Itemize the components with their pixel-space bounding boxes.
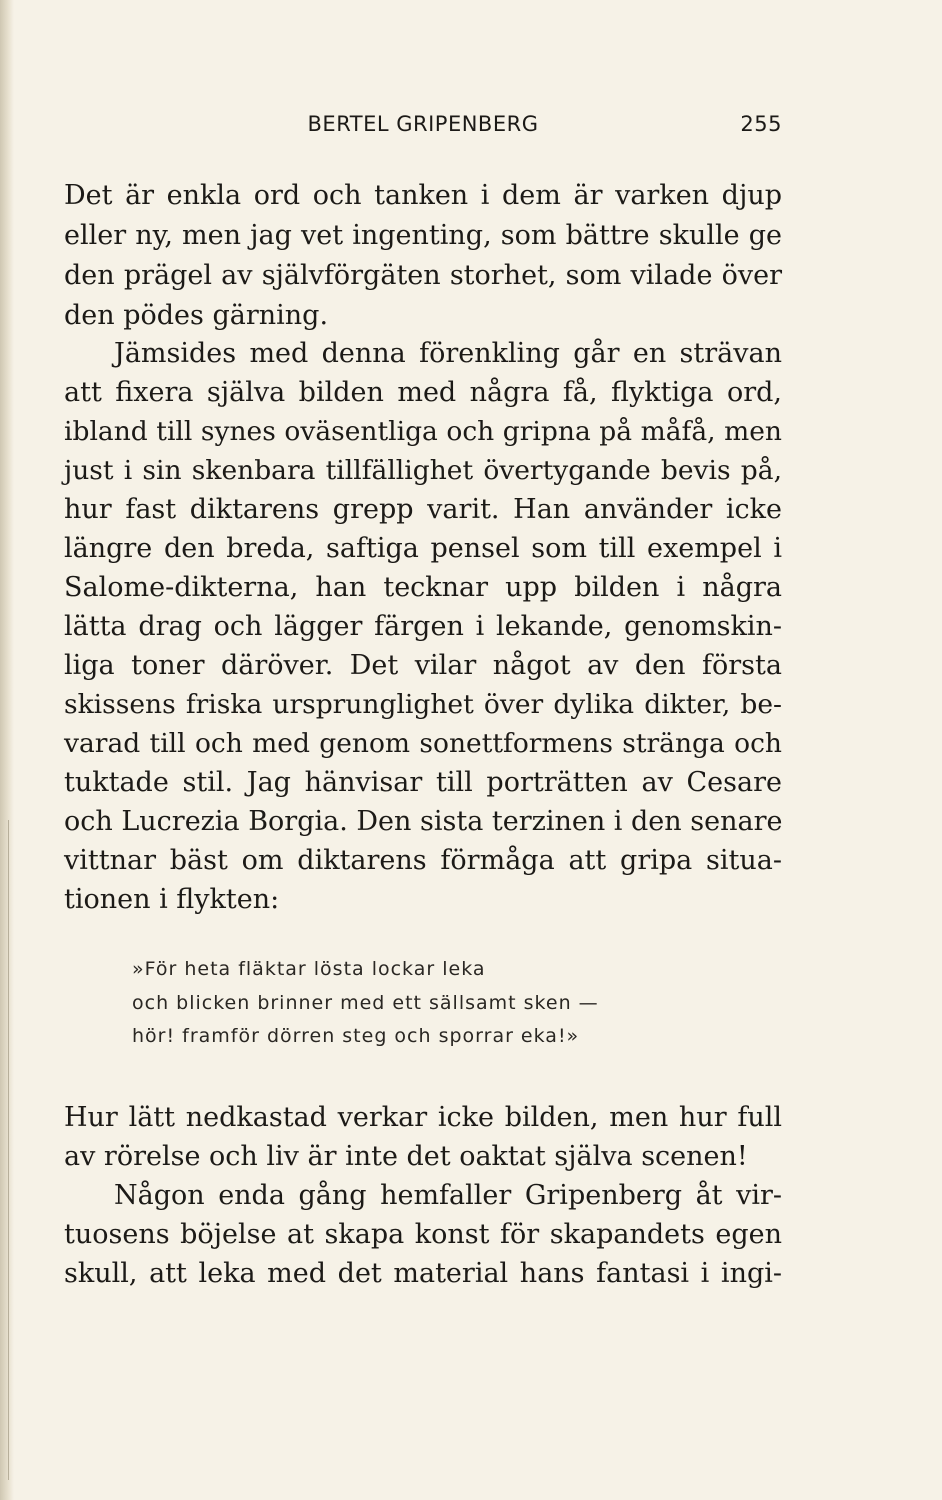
- text-line: skull, att leka med det material hans fantasi i ingi-: [64, 1258, 782, 1289]
- text-line: vittnar bäst om diktarens förmåga att gripa situa-: [64, 845, 782, 876]
- text-line: Det är enkla ord och tanken i dem är varken djup: [64, 180, 782, 211]
- text-line: Någon enda gång hemfaller Gripenberg åt vir-: [114, 1180, 782, 1211]
- gutter-line: [8, 820, 9, 1480]
- text-line: ibland till synes oväsentliga och gripna på måfå, men: [64, 416, 782, 447]
- verse-line: hör! framför dörren steg och sporrar eka!»: [132, 1025, 580, 1047]
- text-line: tionen i flykten:: [64, 884, 280, 915]
- text-line: att fixera själva bilden med några få, flyktiga ord,: [64, 377, 782, 408]
- running-header: [64, 112, 782, 142]
- text-line: av rörelse och liv är inte det oaktat själva scenen!: [64, 1141, 748, 1172]
- verse-line: »För heta fläktar lösta lockar leka: [132, 958, 486, 980]
- text-line: varad till och med genom sonettformens stränga och: [64, 728, 782, 759]
- text-line: den pödes gärning.: [64, 300, 329, 331]
- text-line: just i sin skenbara tillfällighet övertygande bevis på,: [64, 455, 782, 486]
- text-line: Hur lätt nedkastad verkar icke bilden, men hur full: [64, 1102, 782, 1133]
- verse-line: och blicken brinner med ett sällsamt sken —: [132, 992, 599, 1014]
- text-line: och Lucrezia Borgia. Den sista terzinen i den senare: [64, 806, 783, 837]
- text-line: längre den breda, saftiga pensel som till exempel i: [64, 533, 782, 564]
- running-title: BERTEL GRIPENBERG: [307, 112, 539, 136]
- text-line: Jämsides med denna förenkling går en strävan: [114, 338, 782, 369]
- text-line: skissens friska ursprunglighet över dylika dikter, be-: [64, 689, 782, 720]
- page-edge-shadow: [0, 0, 14, 1500]
- text-line: Salome-dikterna, han tecknar upp bilden i några: [64, 572, 782, 603]
- text-line: liga toner däröver. Det vilar något av den första: [64, 650, 782, 681]
- text-line: tuktade stil. Jag hänvisar till porträtten av Cesare: [64, 767, 782, 798]
- text-line: den prägel av självförgäten storhet, som vilade över: [64, 260, 782, 291]
- text-line: lätta drag och lägger färgen i lekande, genomskin-: [64, 611, 782, 642]
- page-number: 255: [740, 112, 782, 136]
- text-line: eller ny, men jag vet ingenting, som bättre skulle ge: [64, 220, 782, 251]
- text-line: tuosens böjelse at skapa konst för skapandets egen: [64, 1219, 782, 1250]
- text-line: hur fast diktarens grepp varit. Han använder icke: [64, 494, 782, 525]
